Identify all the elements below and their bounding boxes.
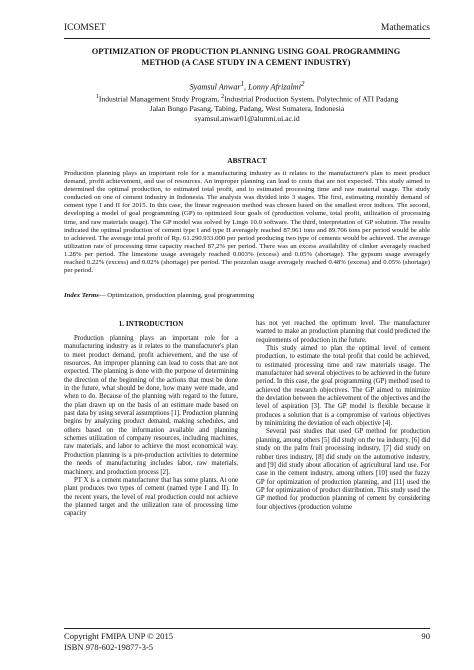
page-number: 90 — [421, 631, 430, 641]
email: syamsul.anwar01@alumni.ui.ac.id — [194, 113, 300, 123]
left-column — [64, 320, 238, 519]
affiliation-1: Industrial Management Study Program, — [98, 94, 222, 104]
footer-copyright: Copyright FMIPA UNP © 2015 — [64, 631, 174, 641]
footer-isbn: ISBN 978-602-19877-3-5 — [64, 642, 154, 652]
abstract-heading: ABSTRACT — [227, 157, 267, 165]
intro-paragraph-3: has not yet reached the optimum level. The manufacturer wanted to make an production planning that could predicted the requirements of production in the future. — [256, 320, 430, 344]
page-footer — [64, 631, 430, 653]
paper-title — [72, 46, 420, 68]
affiliation-2: Industrial Production System, Polytechnic of ATI Padang — [224, 94, 399, 104]
author-1: Syamsul Anwar — [189, 82, 241, 92]
address: Jalan Bungo Pasang, Tabing, Padang, West Sumatera, Indonesia — [149, 104, 345, 114]
author-names — [64, 80, 430, 92]
intro-paragraph-2: PT X is a cement manufacturer that has some plants. At one plant produces two types of cement (named type I and II). In the recent years, the level of real production could not achieve the planned target and the utilization rate of processing time capacity — [64, 476, 238, 518]
header-conference: ICOMSET — [64, 23, 106, 33]
abstract-text: Production planning plays an important role for a manufacturing industry as it relates to the manufacturer's plan to meet product demand, profit achievement, and use of resources. An improper planning can lead to costs that are not expected. This study aimed to determined the optimal production, to estimated total profit, and to estimated processing time and raw material usage. The study conducted on one of cement industry in Indonesia. The analysis was divided into 3 stages. The first, estimating monthly demand of cement type I and II for 2015. In this case, the linear regression method was chosen based on the smallest error indices. The second, developing a model of goal programming (GP) to optimized four goals of (production volume, total profit, utilization of processing time, and raw materials usage). The GP model was solved by Lingo 10.0 software. The third, interpretation of GP solution. The results indicated the optimal production of cement type I and type II averagely reached 87.961 tons and 89.706 tons per period would be able to achieved. The average total profit of Rp. 61.290.933.000 per period producing two type of cements would be achieved. The average utilization rate of processing time capacity reached 87,2% per period. There was an excess availability of clinker averagely reached 1.28% per period. The limestone usage averagely reached 0.003% (excess) and 0.05% (shortage). The gypsum usage averagely reached 0.22% (excess) and 0.02% (shortage) per period. The pozzolan usage averagely reached 0.48% (excess) and 0.05% (shortage) per period. — [64, 170, 430, 275]
author-separator: , — [244, 82, 249, 92]
author-2: Lonny Afrizalmi — [248, 82, 301, 92]
right-column — [256, 320, 430, 512]
footer-divider — [64, 628, 430, 629]
section-heading-introduction: 1. INTRODUCTION — [118, 320, 184, 328]
intro-paragraph-5: Several past studies that used GP method for production planning, among others [5] did study on the tea industry, [6] did study on the palm fruit processing industry, [7] did study on rubber tires industry, [8] did study on the automotive industry, and [9] did study about allocation of agricultural land use. For case in the cement industry, among others [10] used the fuzzy GP for optimization of production planning, and [11] used the GP for optimization of product distribution. This study used the GP method for production planning of cement by considering four objectives (production volume — [256, 428, 430, 511]
index-terms-text: — Optimization, production planning, goal programming — [98, 292, 255, 299]
author-block — [64, 80, 430, 123]
affiliation-sup-2: 2 — [221, 93, 225, 101]
header-section: Mathematics — [380, 23, 430, 33]
header-divider — [64, 38, 430, 39]
author-2-sup: 2 — [300, 81, 305, 88]
title-line-2: METHOD (A CASE STUDY IN A CEMENT INDUSTRY) — [141, 58, 351, 67]
index-terms-label: Index Terms — [64, 292, 99, 299]
title-line-1: OPTIMIZATION OF PRODUCTION PLANNING USING GOAL PROGRAMMING — [91, 47, 401, 56]
affiliation — [64, 92, 430, 104]
running-header — [64, 23, 430, 34]
index-terms — [64, 292, 430, 300]
affiliation-sup-1: 1 — [95, 93, 99, 101]
intro-paragraph-1: Production planning plays an important role for a manufacturing industry as it relates to the manufacturer's plan to meet product demand, profit achievement, and the use of resources. An improper planning can lead to costs that are not expected. The planning is done with the purpose of determining the direction of the beginning of the actions that must be done in the future, what should be done, how many were made, and when to do. Because of the planning with regard to the future, the plan drawn up on the basis of an estimate made based on past data by using several assumptions [1]. Production planning begins by analyzing product demand, making schedules, and others based on the information available and planning schemes utilization of company resources, including machines, raw materials, and labor to achieve the most economical way. Production planning is a pre-production activities to determine the needs of manufacturing includes labor, raw materials, machinery, and production process [2]. — [64, 335, 238, 476]
intro-paragraph-4: This study aimed to plan the optimal level of cement production, to estimate the total profit that could be achieved, to estimated processing time and raw materials usage. The manufacturer had several objectives to be achieved in the future period. In this case, the goal programming (GP) method used to achieved the research objectives. The GP aimed to minimize the deviation between the achievement of the objectives and the level of aspiration [3]. The GP model is flexible because it produces a solution that is a compromise of various objectives by minimizing the deviation of each objective [4]. — [256, 345, 430, 428]
author-1-sup: 1 — [240, 81, 245, 88]
